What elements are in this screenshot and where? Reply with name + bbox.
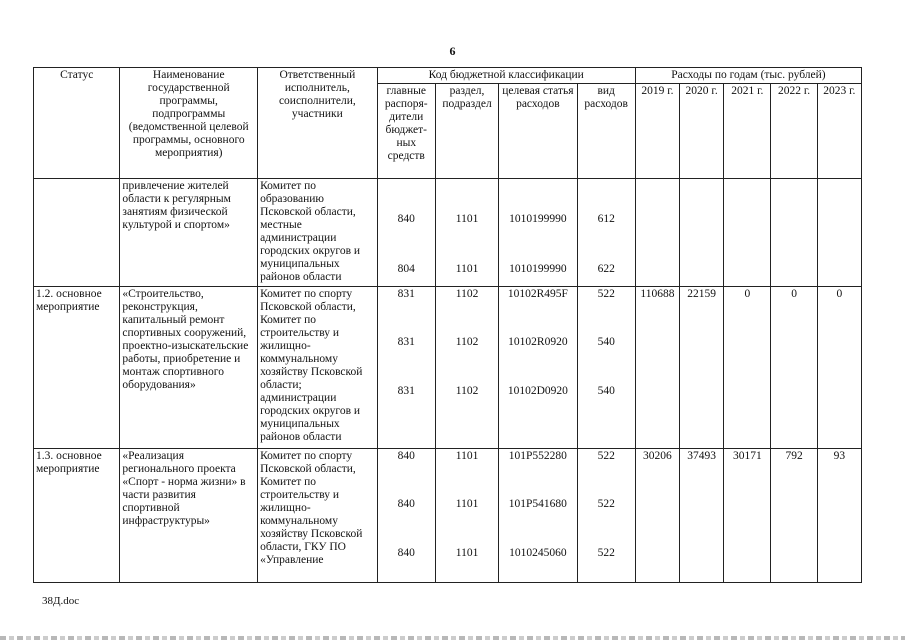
type-value: 522 — [597, 450, 615, 463]
grbs-value: 804 — [397, 263, 415, 276]
type-value: 540 — [597, 384, 615, 397]
header-year-2019: 2019 г. — [635, 84, 679, 179]
header-section: раздел, подраздел — [435, 84, 498, 179]
article-cell — [499, 449, 577, 583]
program-name-cell: «Строительство, реконструкция, капитальный ремонт спортивных сооружений, проектно-изыскательские работы, приобретение и монтаж спортивного оборудования» — [120, 286, 258, 449]
table-row — [34, 286, 862, 449]
header-expenses: Расходы по годам (тыс. рублей) — [635, 68, 861, 84]
section-cell — [435, 449, 498, 583]
table-row — [34, 449, 862, 583]
table-row — [34, 179, 862, 286]
section-value: 1102 — [455, 335, 479, 348]
type-value: 540 — [597, 335, 615, 348]
expense-2022: 792 — [771, 449, 817, 583]
grbs-cell — [377, 286, 435, 449]
expense-2022: 0 — [771, 286, 817, 449]
section-value: 1102 — [455, 384, 479, 397]
header-chief-manager: главные распоря-дители бюджет-ных средств — [377, 84, 435, 179]
grbs-value: 840 — [397, 213, 415, 226]
expense-2020: 37493 — [680, 449, 724, 583]
expense-2019: 30206 — [635, 449, 679, 583]
grbs-value: 840 — [397, 450, 415, 463]
status-cell: 1.3. основное мероприятие — [34, 449, 120, 583]
page-number: 6 — [449, 44, 456, 58]
header-status: Статус — [34, 68, 120, 179]
expense-2020: 22159 — [680, 286, 724, 449]
header-program-name: Наименование государственной программы, подпрограммы (ведомственной целевой программы, основного мероприятия) — [120, 68, 258, 179]
grbs-value: 840 — [397, 547, 415, 560]
status-cell: 1.2. основное мероприятие — [34, 286, 120, 449]
section-cell — [435, 286, 498, 449]
section-cell — [435, 179, 498, 286]
expense-2023: 93 — [817, 449, 861, 583]
grbs-value: 831 — [397, 287, 415, 300]
header-expense-type: вид расходов — [577, 84, 635, 179]
grbs-value: 831 — [397, 384, 415, 397]
header-year-2021: 2021 г. — [724, 84, 771, 179]
grbs-cell — [377, 179, 435, 286]
expense-2019: 110688 — [635, 286, 679, 449]
document-filename: 38Д.doc — [42, 595, 80, 607]
type-value: 612 — [597, 213, 615, 226]
section-value: 1101 — [455, 450, 479, 463]
article-value: 1010199990 — [509, 263, 567, 276]
expense-2020 — [680, 179, 724, 286]
expense-2021 — [724, 179, 771, 286]
responsible-cell: Комитет по спорту Псковской области, Комитет по строительству и жилищно-коммунальному хозяйству Псковской области, ГКУ ПО «Управление — [258, 449, 378, 583]
expense-2022 — [771, 179, 817, 286]
article-value: 10102R495F — [507, 287, 568, 300]
header-year-2023: 2023 г. — [817, 84, 861, 179]
type-value: 522 — [597, 498, 615, 511]
expense-2021: 0 — [724, 286, 771, 449]
article-cell — [499, 179, 577, 286]
article-value: 1010199990 — [509, 213, 567, 226]
scan-edge — [0, 636, 905, 640]
header-responsible: Ответственный исполнитель, соисполнители, участники — [258, 68, 378, 179]
article-cell — [499, 286, 577, 449]
type-cell — [577, 286, 635, 449]
section-value: 1101 — [455, 263, 479, 276]
article-value: 101P541680 — [508, 498, 567, 511]
section-value: 1101 — [455, 213, 479, 226]
header-target-article: целевая статья расходов — [499, 84, 577, 179]
expense-2023: 0 — [817, 286, 861, 449]
grbs-value: 831 — [397, 335, 415, 348]
budget-table — [33, 67, 862, 583]
article-value: 1010245060 — [509, 547, 567, 560]
header-year-2020: 2020 г. — [680, 84, 724, 179]
header-year-2022: 2022 г. — [771, 84, 817, 179]
article-value: 10102D0920 — [507, 384, 568, 397]
program-name-cell: привлечение жителей области к регулярным занятиям физической культурой и спортом» — [120, 179, 258, 286]
responsible-cell: Комитет по спорту Псковской области, Комитет по строительству и жилищно-коммунальному хозяйству Псковской области; администрации городских округов и муниципальных районов области — [258, 286, 378, 449]
section-value: 1102 — [455, 287, 479, 300]
type-value: 522 — [597, 287, 615, 300]
program-name-cell: «Реализация регионального проекта «Спорт - норма жизни» в части развития спортивной инфраструктуры» — [120, 449, 258, 583]
grbs-cell — [377, 449, 435, 583]
type-cell — [577, 449, 635, 583]
grbs-value: 840 — [397, 498, 415, 511]
type-cell — [577, 179, 635, 286]
article-value: 10102R0920 — [508, 335, 568, 348]
responsible-cell: Комитет по образованию Псковской области, местные администрации городских округов и муниципальных районов области — [258, 179, 378, 286]
type-value: 622 — [597, 263, 615, 276]
expense-2019 — [635, 179, 679, 286]
status-cell — [34, 179, 120, 286]
article-value: 101P552280 — [508, 450, 567, 463]
section-value: 1101 — [455, 498, 479, 511]
header-row-1 — [34, 68, 862, 84]
header-budget-code: Код бюджетной классификации — [377, 68, 635, 84]
expense-2021: 30171 — [724, 449, 771, 583]
section-value: 1101 — [455, 547, 479, 560]
type-value: 522 — [597, 547, 615, 560]
expense-2023 — [817, 179, 861, 286]
